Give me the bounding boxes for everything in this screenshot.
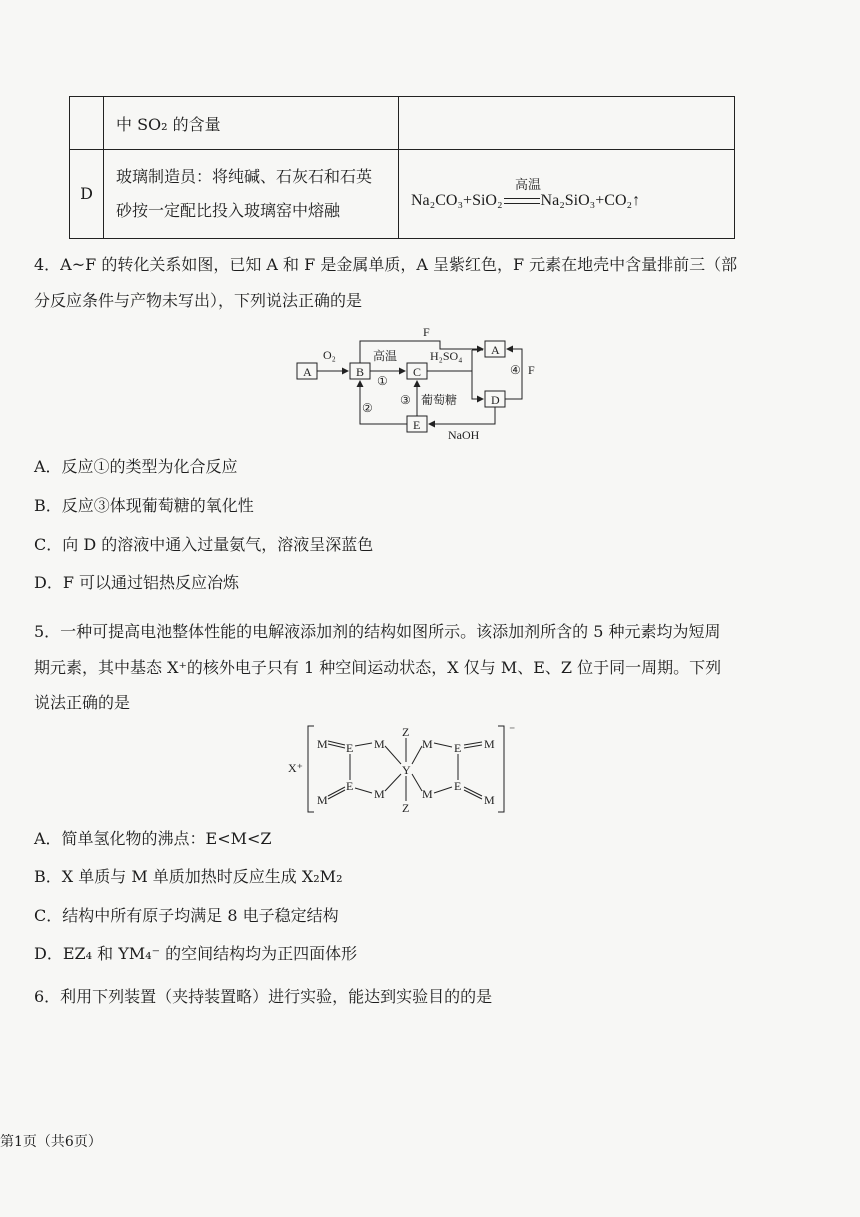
label-f-right: F: [528, 363, 535, 377]
q4-reaction-diagram: [290, 322, 560, 446]
atom-z: Z: [402, 801, 410, 815]
bond: [464, 745, 482, 748]
atom-z: Z: [402, 725, 410, 739]
atom-m: M: [422, 737, 433, 751]
box-label: D: [491, 393, 500, 407]
chemical-equation: [411, 170, 640, 218]
equation-left: Na₂CO₃+SiO₂: [411, 192, 503, 209]
row-formula: [399, 97, 735, 150]
anion-charge: ⁻: [509, 724, 516, 737]
q5-option-d[interactable]: D．EZ₄ 和 YM₄⁻ 的空间结构均为正四面体形: [34, 944, 358, 963]
page-footer: 第1页（共6页）: [0, 1134, 102, 1150]
box-label: E: [413, 418, 421, 432]
description-line: 玻璃制造员：将纯碱、石灰石和石英: [116, 167, 373, 186]
atom-m: M: [484, 737, 495, 751]
atom-e: E: [454, 779, 462, 793]
label-reaction-4: ④: [510, 363, 521, 377]
label-f-top: F: [423, 325, 430, 339]
atom-m: M: [374, 737, 385, 751]
q5-molecular-structure: [282, 724, 518, 816]
q4-stem-line: 4．A~F 的转化关系如图，已知 A 和 F 是金属单质，A 呈紫红色，F 元素在地壳中含量排前三（部: [34, 255, 738, 274]
label-high-temp: 高温: [373, 349, 398, 363]
row-label: D: [70, 150, 104, 239]
label-reaction-1: ①: [377, 374, 388, 388]
left-bracket: [308, 726, 314, 812]
label-reaction-2: ②: [362, 401, 373, 415]
q5-option-a[interactable]: A．简单氢化物的沸点：E<M<Z: [34, 829, 272, 848]
box-label: C: [413, 365, 422, 379]
label-naoh: NaOH: [448, 428, 480, 442]
atom-m: M: [317, 793, 328, 807]
arrow-to-d: [472, 350, 483, 399]
box-label: A: [303, 365, 312, 379]
answer-table: [69, 96, 735, 239]
atom-e: E: [346, 741, 354, 755]
label-reaction-3: ③: [400, 393, 411, 407]
cation-label: X⁺: [288, 761, 303, 775]
bond: [355, 788, 372, 793]
q4-option-d[interactable]: D．F 可以通过铝热反应冶炼: [34, 573, 240, 592]
bond: [434, 743, 452, 747]
label-glucose: 葡萄糖: [421, 393, 458, 407]
atom-m: M: [317, 737, 328, 751]
table-row: [70, 97, 735, 150]
atom-e: E: [454, 741, 462, 755]
box-label: A: [491, 343, 500, 357]
bond: [385, 746, 401, 764]
equation-right: Na₂SiO₃+CO₂↑: [540, 192, 641, 209]
atom-m: M: [422, 787, 433, 801]
arrow-d-e: [429, 407, 495, 424]
label-h2so4: H₂SO₄: [430, 349, 463, 363]
description-line: 砂按一定配比投入玻璃窑中熔融: [116, 201, 341, 220]
bond: [434, 787, 452, 793]
q5-option-c[interactable]: C．结构中所有原子均满足 8 电子稳定结构: [34, 906, 339, 925]
row-description: 中 SO₂ 的含量: [104, 97, 399, 150]
bond: [412, 746, 422, 764]
row-description: [104, 150, 399, 239]
bond: [385, 774, 401, 791]
q4-option-a[interactable]: A．反应①的类型为化合反应: [34, 457, 238, 476]
row-label: [70, 97, 104, 150]
bond: [355, 743, 372, 746]
q5-stem-line: 期元素，其中基态 X⁺的核外电子只有 1 种空间运动状态，X 仅与 M、E、Z 位于同一周期。下列: [34, 658, 722, 677]
q5-stem-line: 5．一种可提高电池整体性能的电解液添加剂的结构如图所示。该添加剂所含的 5 种元素均为短周: [34, 622, 721, 641]
q4-option-b[interactable]: B．反应③体现葡萄糖的氧化性: [34, 496, 254, 515]
label-o2: O₂: [323, 348, 336, 362]
atom-e: E: [346, 779, 354, 793]
q5-stem-line: 说法正确的是: [34, 693, 131, 712]
atom-m: M: [484, 793, 495, 807]
q5-option-b[interactable]: B．X 单质与 M 单质加热时反应生成 X₂M₂: [34, 867, 343, 886]
equation-condition: 高温: [515, 177, 542, 192]
q4-stem-line: 分反应条件与产物未写出），下列说法正确的是: [34, 291, 363, 310]
right-bracket: [498, 726, 504, 812]
q4-option-c[interactable]: C．向 D 的溶液中通入过量氨气，溶液呈深蓝色: [34, 535, 374, 554]
table-row: [70, 150, 735, 239]
row-equation: [399, 150, 735, 239]
bond: [464, 742, 482, 745]
atom-y: Y: [402, 763, 411, 777]
q6-stem-line: 6．利用下列装置（夹持装置略）进行实验，能达到实验目的的是: [34, 987, 493, 1006]
bond: [412, 774, 422, 791]
box-label: B: [356, 365, 365, 379]
atom-m: M: [374, 787, 385, 801]
